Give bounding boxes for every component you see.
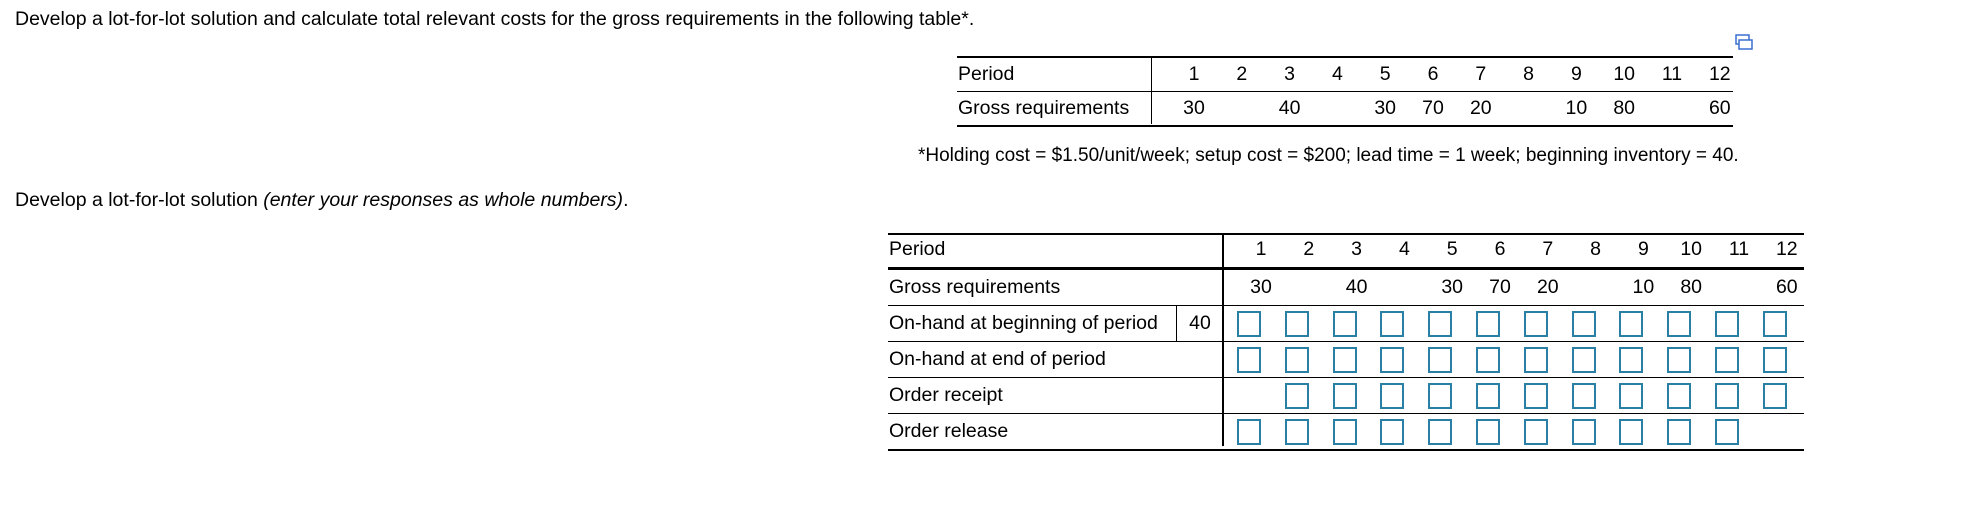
instruction-end: . <box>623 189 629 211</box>
period-cell-9: 9 <box>1637 238 1649 260</box>
period-cell-11: 11 <box>1661 63 1683 85</box>
period-cell-6: 6 <box>1494 238 1506 260</box>
order-receipt-input-12[interactable] <box>1763 383 1787 409</box>
on-hand-end-input-9[interactable] <box>1619 347 1643 373</box>
gross-cell-12: 60 <box>1708 97 1731 119</box>
gross-cell-5: 30 <box>1374 97 1397 119</box>
order-release-input-8[interactable] <box>1572 419 1596 445</box>
order-receipt-row <box>888 378 1804 414</box>
on-hand-beginning-row <box>888 306 1804 342</box>
gross-requirements-row <box>888 270 1804 306</box>
period-cell-2: 2 <box>1236 63 1248 85</box>
instruction-text: Develop a lot-for-lot solution <box>15 189 264 211</box>
order-release-input-1[interactable] <box>1237 419 1261 445</box>
question-prompt: Develop a lot-for-lot solution and calculate total relevant costs for the gross requirements in the following table*. <box>15 8 975 30</box>
gross-cell-9: 10 <box>1565 97 1588 119</box>
order-receipt-input-11[interactable] <box>1715 383 1739 409</box>
order-release-input-3[interactable] <box>1333 419 1357 445</box>
instruction-italic: (enter your responses as whole numbers) <box>263 189 624 211</box>
gross-cell-1: 30 <box>1250 276 1272 298</box>
period-cell-1: 1 <box>1188 63 1200 85</box>
order-receipt-input-8[interactable] <box>1572 383 1596 409</box>
order-receipt-input-4[interactable] <box>1380 383 1404 409</box>
period-cell-2: 2 <box>1303 238 1315 260</box>
period-cell-11: 11 <box>1728 238 1750 260</box>
order-receipt-label: Order receipt <box>889 384 1003 406</box>
on-hand-beginning-input-2[interactable] <box>1285 311 1309 337</box>
gross-cell-10: 80 <box>1680 276 1703 298</box>
order-release-input-9[interactable] <box>1619 419 1643 445</box>
order-release-row <box>888 414 1804 451</box>
period-cell-6: 6 <box>1427 63 1439 85</box>
on-hand-end-label: On-hand at end of period <box>889 348 1106 370</box>
period-cell-1: 1 <box>1255 238 1267 260</box>
gross-cell-6: 70 <box>1489 276 1511 298</box>
cost-footnote: *Holding cost = $1.50/unit/week; setup cost = $200; lead time = 1 week; beginning inventory = 40. <box>918 145 1739 166</box>
on-hand-end-input-3[interactable] <box>1333 347 1357 373</box>
period-label: Period <box>889 238 946 260</box>
period-cell-8: 8 <box>1590 238 1602 260</box>
on-hand-beginning-label: On-hand at beginning of period <box>889 312 1158 334</box>
on-hand-beginning-input-10[interactable] <box>1667 311 1691 337</box>
on-hand-beginning-input-12[interactable] <box>1763 311 1787 337</box>
period-cell-4: 4 <box>1398 238 1410 260</box>
order-receipt-input-5[interactable] <box>1428 383 1452 409</box>
on-hand-end-input-4[interactable] <box>1380 347 1404 373</box>
order-release-input-2[interactable] <box>1285 419 1309 445</box>
on-hand-beginning-input-5[interactable] <box>1428 311 1452 337</box>
period-cell-7: 7 <box>1475 63 1487 85</box>
given-requirements-table <box>957 56 1733 127</box>
initial-on-hand-value: 40 <box>1189 312 1211 334</box>
on-hand-beginning-input-6[interactable] <box>1476 311 1500 337</box>
order-release-input-11[interactable] <box>1715 419 1739 445</box>
gross-cell-9: 10 <box>1632 276 1655 298</box>
on-hand-end-input-10[interactable] <box>1667 347 1691 373</box>
period-cell-4: 4 <box>1331 63 1343 85</box>
gross-cell-5: 30 <box>1441 276 1464 298</box>
on-hand-beginning-input-11[interactable] <box>1715 311 1739 337</box>
order-receipt-input-3[interactable] <box>1333 383 1357 409</box>
period-cell-5: 5 <box>1446 238 1458 260</box>
gross-cell-10: 80 <box>1613 97 1636 119</box>
period-cell-7: 7 <box>1542 238 1554 260</box>
on-hand-beginning-input-8[interactable] <box>1572 311 1596 337</box>
gross-requirements-row <box>957 92 1733 127</box>
period-cell-9: 9 <box>1570 63 1582 85</box>
on-hand-beginning-input-3[interactable] <box>1333 311 1357 337</box>
gross-cell-1: 30 <box>1183 97 1205 119</box>
period-cell-3: 3 <box>1351 238 1363 260</box>
lot-for-lot-table <box>888 233 1804 451</box>
table-divider <box>1151 56 1152 124</box>
order-receipt-input-2[interactable] <box>1285 383 1309 409</box>
gross-cell-3: 40 <box>1278 97 1301 119</box>
order-release-input-7[interactable] <box>1524 419 1548 445</box>
order-receipt-input-10[interactable] <box>1667 383 1691 409</box>
on-hand-beginning-input-1[interactable] <box>1237 311 1261 337</box>
label-column-divider <box>1222 233 1224 446</box>
on-hand-end-input-2[interactable] <box>1285 347 1309 373</box>
gross-requirements-label: Gross requirements <box>958 97 1130 119</box>
order-release-label: Order release <box>889 420 1009 442</box>
period-cell-10: 10 <box>1680 238 1703 260</box>
period-label: Period <box>958 63 1015 85</box>
period-row <box>957 58 1733 92</box>
gross-cell-3: 40 <box>1345 276 1368 298</box>
gross-cell-12: 60 <box>1775 276 1798 298</box>
on-hand-end-input-5[interactable] <box>1428 347 1452 373</box>
gross-requirements-label: Gross requirements <box>889 276 1061 298</box>
period-cell-8: 8 <box>1523 63 1535 85</box>
on-hand-end-input-7[interactable] <box>1524 347 1548 373</box>
gross-cell-6: 70 <box>1422 97 1444 119</box>
on-hand-beginning-input-7[interactable] <box>1524 311 1548 337</box>
initial-on-hand-cell <box>1176 306 1223 341</box>
on-hand-end-row <box>888 342 1804 378</box>
period-cell-3: 3 <box>1284 63 1296 85</box>
order-receipt-input-6[interactable] <box>1476 383 1500 409</box>
order-receipt-input-7[interactable] <box>1524 383 1548 409</box>
on-hand-end-input-1[interactable] <box>1237 347 1261 373</box>
order-release-input-4[interactable] <box>1380 419 1404 445</box>
lot-for-lot-instruction <box>15 189 628 212</box>
order-release-input-10[interactable] <box>1667 419 1691 445</box>
order-receipt-input-9[interactable] <box>1619 383 1643 409</box>
on-hand-end-input-8[interactable] <box>1572 347 1596 373</box>
on-hand-beginning-input-9[interactable] <box>1619 311 1643 337</box>
period-cell-5: 5 <box>1379 63 1391 85</box>
order-release-input-5[interactable] <box>1428 419 1452 445</box>
period-cell-10: 10 <box>1613 63 1636 85</box>
expand-table-icon[interactable] <box>1735 34 1753 50</box>
period-header-row <box>888 233 1804 270</box>
gross-cell-7: 20 <box>1536 276 1559 298</box>
gross-cell-7: 20 <box>1469 97 1492 119</box>
period-cell-12: 12 <box>1708 63 1731 85</box>
period-cell-12: 12 <box>1775 238 1798 260</box>
on-hand-end-input-12[interactable] <box>1763 347 1787 373</box>
on-hand-end-input-6[interactable] <box>1476 347 1500 373</box>
on-hand-end-input-11[interactable] <box>1715 347 1739 373</box>
order-release-input-6[interactable] <box>1476 419 1500 445</box>
on-hand-beginning-input-4[interactable] <box>1380 311 1404 337</box>
